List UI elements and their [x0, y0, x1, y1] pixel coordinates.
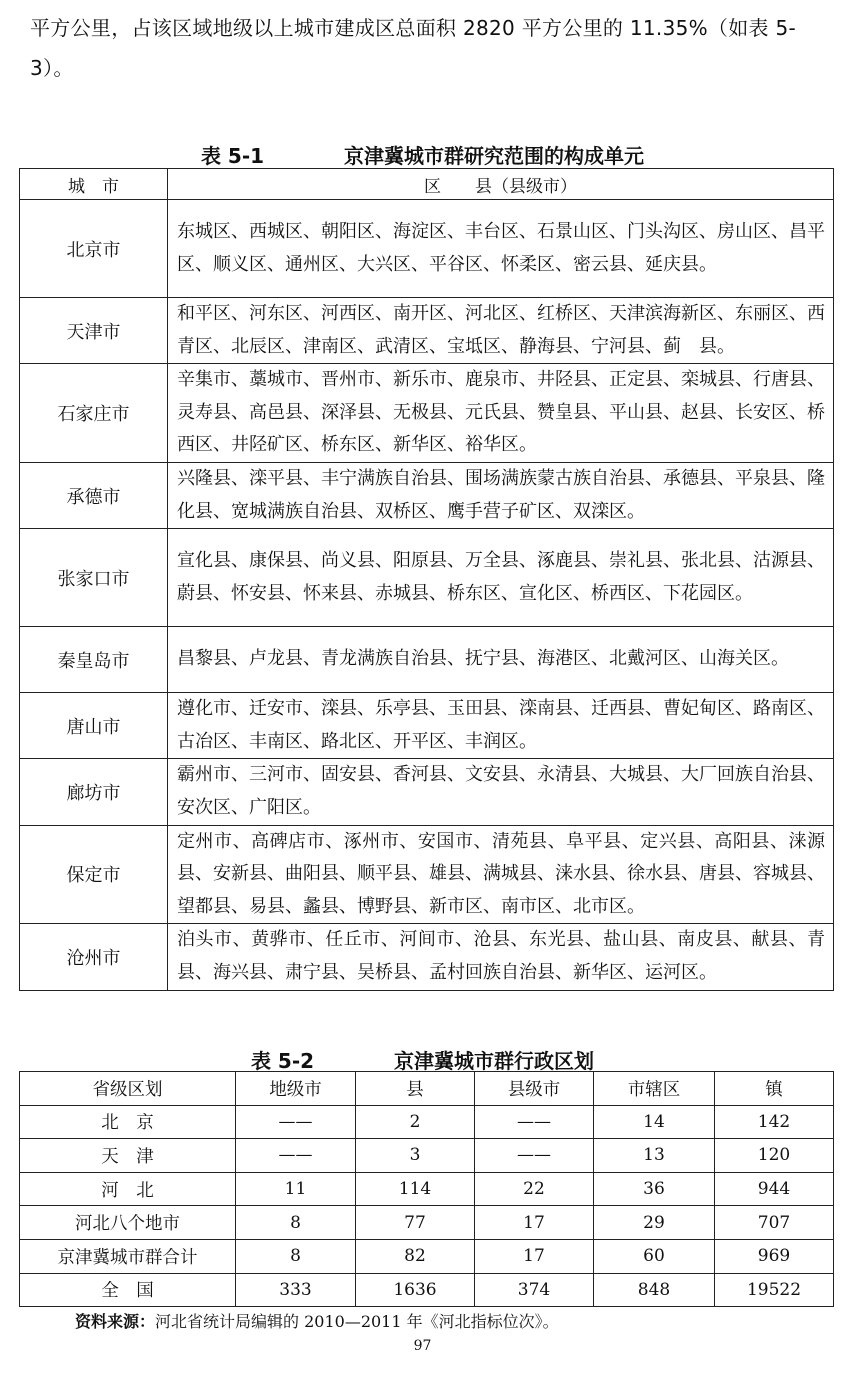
page-number: 97	[413, 1338, 432, 1354]
value-cell: 848	[594, 1273, 715, 1307]
city-cell: 秦皇岛市	[20, 627, 168, 693]
province-cell: 京津冀城市群合计	[20, 1239, 236, 1273]
source-label: 资料来源：	[75, 1312, 156, 1331]
table-row	[20, 364, 834, 463]
units-cell: 泊头市、黄骅市、任丘市、河间市、沧县、东光县、盐山县、南皮县、献县、青县、海兴县、肃宁县、吴桥县、孟村回族自治县、新华区、运河区。	[168, 924, 834, 990]
table-row	[20, 627, 834, 693]
value-cell: ——	[475, 1139, 594, 1173]
value-cell: 8	[236, 1206, 356, 1240]
table1-caption	[0, 140, 845, 169]
table-row	[20, 825, 834, 924]
table-row	[20, 1139, 834, 1173]
table2-caption	[0, 1045, 845, 1074]
table2-number: 表 5-2	[250, 1049, 315, 1073]
table-row	[20, 693, 834, 759]
city-cell: 北京市	[20, 200, 168, 298]
table1-composition-units	[19, 168, 834, 991]
value-cell: 2	[356, 1105, 475, 1139]
table-row	[20, 1239, 834, 1273]
header-province: 省级区划	[20, 1072, 236, 1106]
city-cell: 保定市	[20, 825, 168, 924]
header-prefecture-city: 地级市	[236, 1072, 356, 1106]
header-county-city: 县级市	[475, 1072, 594, 1106]
province-cell: 河 北	[20, 1172, 236, 1206]
table1-header-row	[20, 169, 834, 200]
value-cell: 77	[356, 1206, 475, 1240]
city-cell: 承德市	[20, 462, 168, 528]
table-row	[20, 529, 834, 627]
value-cell: 333	[236, 1273, 356, 1307]
table-row	[20, 298, 834, 364]
value-cell: 114	[356, 1172, 475, 1206]
value-cell: ——	[475, 1105, 594, 1139]
province-cell: 全 国	[20, 1273, 236, 1307]
city-cell: 石家庄市	[20, 364, 168, 463]
units-cell: 霸州市、三河市、固安县、香河县、文安县、永清县、大城县、大厂回族自治县、安次区、广阳区。	[168, 759, 834, 825]
table-row	[20, 200, 834, 298]
units-cell: 东城区、西城区、朝阳区、海淀区、丰台区、石景山区、门头沟区、房山区、昌平区、顺义区、通州区、大兴区、平谷区、怀柔区、密云县、延庆县。	[168, 200, 834, 298]
value-cell: 944	[715, 1172, 834, 1206]
table2-admin-divisions	[19, 1071, 834, 1307]
table-row	[20, 462, 834, 528]
source-text: 河北省统计局编辑的 2010—2011 年《河北指标位次》。	[155, 1312, 559, 1331]
value-cell: 22	[475, 1172, 594, 1206]
table1-title: 京津冀城市群研究范围的构成单元	[344, 144, 645, 168]
city-cell: 廊坊市	[20, 759, 168, 825]
value-cell: 17	[475, 1206, 594, 1240]
city-cell: 唐山市	[20, 693, 168, 759]
header-town: 镇	[715, 1072, 834, 1106]
province-cell: 河北八个地市	[20, 1206, 236, 1240]
city-cell: 张家口市	[20, 529, 168, 627]
value-cell: 17	[475, 1239, 594, 1273]
value-cell: 19522	[715, 1273, 834, 1307]
province-cell: 北 京	[20, 1105, 236, 1139]
value-cell: 13	[594, 1139, 715, 1173]
table-row	[20, 1172, 834, 1206]
units-cell: 宣化县、康保县、尚义县、阳原县、万全县、涿鹿县、崇礼县、张北县、沽源县、蔚县、怀安县、怀来县、赤城县、桥东区、宣化区、桥西区、下花园区。	[168, 529, 834, 627]
value-cell: ——	[236, 1139, 356, 1173]
value-cell: 8	[236, 1239, 356, 1273]
units-cell: 和平区、河东区、河西区、南开区、河北区、红桥区、天津滨海新区、东丽区、西青区、北辰区、津南区、武清区、宝坻区、静海县、宁河县、蓟 县。	[168, 298, 834, 364]
table-row	[20, 1206, 834, 1240]
units-cell: 定州市、高碑店市、涿州市、安国市、清苑县、阜平县、定兴县、高阳县、涞源县、安新县、曲阳县、顺平县、雄县、满城县、涞水县、徐水县、唐县、容城县、望都县、易县、蠡县、博野县、新市区、南市区、北市区。	[168, 825, 834, 924]
value-cell: 1636	[356, 1273, 475, 1307]
header-district: 市辖区	[594, 1072, 715, 1106]
value-cell: ——	[236, 1105, 356, 1139]
value-cell: 29	[594, 1206, 715, 1240]
value-cell: 3	[356, 1139, 475, 1173]
value-cell: 60	[594, 1239, 715, 1273]
table2-header-row	[20, 1072, 834, 1106]
table-row	[20, 759, 834, 825]
table-row	[20, 924, 834, 990]
value-cell: 14	[594, 1105, 715, 1139]
city-cell: 沧州市	[20, 924, 168, 990]
units-cell: 兴隆县、滦平县、丰宁满族自治县、围场满族蒙古族自治县、承德县、平泉县、隆化县、宽城满族自治县、双桥区、鹰手营子矿区、双滦区。	[168, 462, 834, 528]
table-row	[20, 1105, 834, 1139]
city-cell: 天津市	[20, 298, 168, 364]
province-cell: 天 津	[20, 1139, 236, 1173]
table-row	[20, 1273, 834, 1307]
table1-number: 表 5-1	[200, 144, 265, 168]
units-cell: 昌黎县、卢龙县、青龙满族自治县、抚宁县、海港区、北戴河区、山海关区。	[168, 627, 834, 693]
value-cell: 374	[475, 1273, 594, 1307]
table2-title: 京津冀城市群行政区划	[394, 1049, 595, 1073]
value-cell: 36	[594, 1172, 715, 1206]
value-cell: 82	[356, 1239, 475, 1273]
header-county: 县	[356, 1072, 475, 1106]
table1-header-units: 区 县（县级市）	[168, 169, 834, 200]
value-cell: 969	[715, 1239, 834, 1273]
value-cell: 11	[236, 1172, 356, 1206]
source-note	[75, 1309, 559, 1332]
value-cell: 120	[715, 1139, 834, 1173]
units-cell: 遵化市、迁安市、滦县、乐亭县、玉田县、滦南县、迁西县、曹妃甸区、路南区、古冶区、丰南区、路北区、开平区、丰润区。	[168, 693, 834, 759]
value-cell: 142	[715, 1105, 834, 1139]
table1-header-city: 城 市	[20, 169, 168, 200]
units-cell: 辛集市、藁城市、晋州市、新乐市、鹿泉市、井陉县、正定县、栾城县、行唐县、灵寿县、高邑县、深泽县、无极县、元氏县、赞皇县、平山县、赵县、长安区、桥西区、井陉矿区、桥东区、新华区、裕华区。	[168, 364, 834, 463]
intro-paragraph: 平方公里，占该区域地级以上城市建成区总面积 2820 平方公里的 11.35%（如表 5-3）。	[30, 16, 797, 80]
value-cell: 707	[715, 1206, 834, 1240]
